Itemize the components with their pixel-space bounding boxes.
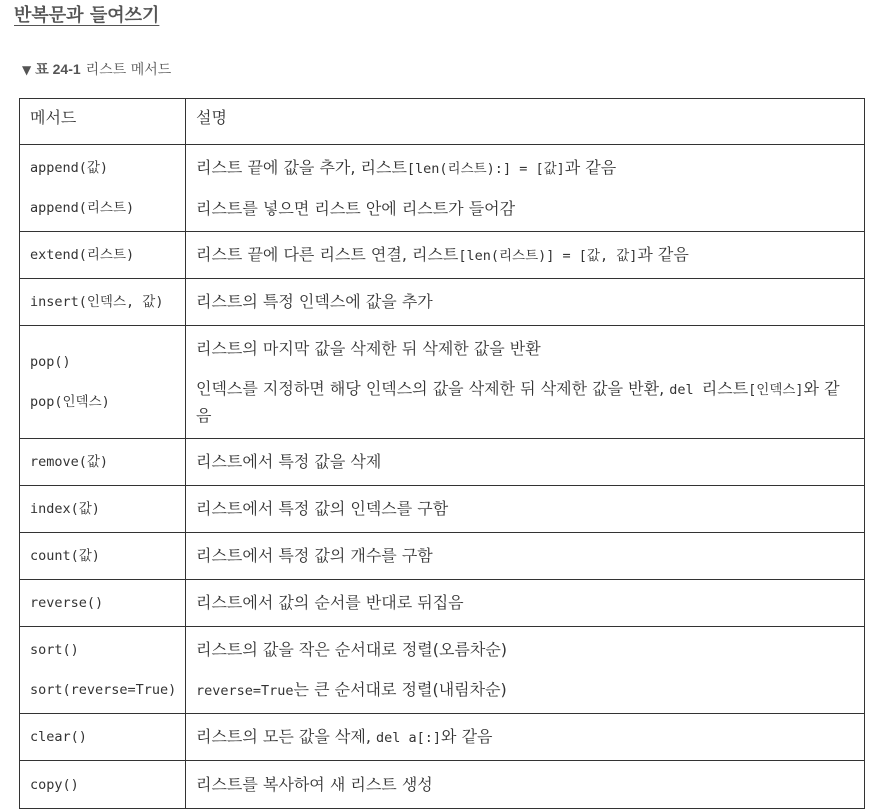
description-line: [196, 677, 854, 704]
method-name: sort(): [30, 642, 79, 658]
description-line: [196, 336, 854, 362]
method-name: clear(): [30, 729, 87, 745]
description-line: [196, 289, 854, 315]
method-cell: [20, 580, 186, 627]
method-cell-content: [20, 769, 185, 801]
method-cell-content: [20, 239, 185, 271]
description-cell-content: [186, 490, 864, 528]
description-line: [196, 724, 854, 751]
description-text: 리스트에서 값의 순서를 반대로 뒤집음: [196, 593, 464, 612]
description-text: 리스트에서 특정 값을 삭제: [196, 452, 382, 471]
method-cell-content: [20, 286, 185, 318]
description-text: 인덱스를 지정하면 해당 인덱스의 값을 삭제한 뒤 삭제한 값을 반환,: [196, 378, 670, 398]
inline-code: [len(리스트):] = [값]: [406, 160, 565, 177]
description-text: 리스트의 특정 인덱스에 값을 추가: [196, 292, 433, 311]
description-line: [196, 637, 854, 663]
description-cell-content: [186, 584, 864, 622]
header-description: [186, 99, 865, 145]
description-cell: [186, 486, 865, 533]
description-text: 리스트를 넣으면 리스트 안에 리스트가 들어감: [196, 198, 516, 218]
description-line: [196, 590, 854, 616]
method-cell-content: [20, 493, 185, 525]
description-cell: [186, 714, 865, 761]
method-cell-content: [20, 540, 185, 572]
table-body: [20, 145, 865, 809]
description-text: 와 같음: [196, 378, 840, 425]
description-cell-content: [186, 631, 864, 710]
method-cell: [20, 486, 186, 533]
method-name: index(값): [30, 501, 100, 517]
description-cell: [186, 279, 865, 326]
method-cell-content: [20, 346, 185, 418]
method-name: pop(인덱스): [30, 394, 110, 410]
description-line: [196, 242, 854, 269]
description-line: [196, 543, 854, 569]
description-text: 리스트의 모든 값을 삭제,: [196, 726, 376, 746]
method-cell: [20, 279, 186, 326]
description-cell-content: [186, 149, 864, 228]
description-cell: [186, 326, 865, 439]
description-text: 리스트에서 특정 값의 개수를 구함: [196, 546, 433, 565]
triangle-down-icon: ▼: [22, 63, 32, 77]
table-row: [20, 627, 865, 714]
table-row: [20, 232, 865, 279]
description-cell-content: [186, 766, 864, 804]
method-cell: [20, 627, 186, 714]
method-cell: [20, 761, 186, 809]
table-row: [20, 279, 865, 326]
description-cell: [186, 533, 865, 580]
method-name: remove(값): [30, 454, 109, 470]
inline-code: [인덱스]: [748, 381, 804, 398]
description-cell-content: [186, 718, 864, 757]
description-text: 리스트 끝에 다른 리스트 연결,: [196, 244, 412, 264]
description-text: 과 같음: [564, 157, 617, 177]
method-name: append(값): [30, 160, 109, 176]
description-cell-content: [186, 443, 864, 481]
method-cell-content: [20, 721, 185, 753]
description-text: 와 같음: [441, 726, 493, 746]
method-name: copy(): [30, 776, 79, 793]
method-name: count(값): [30, 548, 100, 564]
method-cell: [20, 326, 186, 439]
method-name: insert(인덱스, 값): [30, 294, 164, 310]
method-name: append(리스트): [30, 200, 135, 216]
table-number: 표 24-1: [35, 61, 81, 77]
header-method: [20, 99, 186, 145]
method-name: sort(reverse=True): [30, 682, 177, 698]
method-name: pop(): [30, 354, 71, 370]
description-cell: [186, 145, 865, 232]
table-caption: [22, 60, 171, 79]
description-line: [196, 155, 854, 182]
description-text: 리스트의 마지막 값을 삭제한 뒤 삭제한 값을 반환: [196, 338, 541, 358]
description-cell: [186, 232, 865, 279]
method-name: reverse(): [30, 595, 104, 611]
method-cell-content: [20, 634, 185, 706]
header-description-label: 설명: [196, 108, 227, 127]
description-text: 리스트의 값을 작은 순서대로 정렬(오름차순): [196, 639, 508, 659]
inline-code: del a[:]: [376, 729, 442, 746]
description-text: 리스트: [360, 157, 407, 177]
header-method-label: 메서드: [30, 108, 77, 127]
method-cell-content: [20, 152, 185, 224]
table-row: [20, 326, 865, 439]
description-cell: [186, 439, 865, 486]
description-line: [196, 772, 854, 798]
page-title: 반복문과 들여쓰기: [14, 5, 160, 26]
method-cell: [20, 714, 186, 761]
method-cell-content: [20, 446, 185, 478]
table-row: [20, 486, 865, 533]
description-cell-content: [186, 283, 864, 321]
description-cell: [186, 580, 865, 627]
method-name: extend(리스트): [30, 247, 135, 263]
method-cell: [20, 232, 186, 279]
description-text: 과 같음: [637, 244, 689, 264]
description-cell-content: [186, 236, 864, 275]
description-text: 리스트: [701, 378, 749, 398]
inline-code: del: [669, 381, 702, 398]
description-line: [196, 376, 854, 429]
description-text: 리스트에서 특정 값의 인덱스를 구함: [196, 499, 449, 518]
table-row: [20, 439, 865, 486]
inline-code: [len(리스트)] = [값, 값]: [458, 247, 638, 264]
description-line: [196, 196, 854, 222]
description-line: [196, 449, 854, 475]
method-cell-content: [20, 587, 185, 619]
description-text: 리스트 끝에 값을 추가,: [196, 157, 361, 177]
table-row: [20, 580, 865, 627]
method-cell: [20, 533, 186, 580]
description-cell-content: [186, 330, 864, 435]
table-caption-label: 리스트 메서드: [85, 62, 172, 78]
description-text: 리스트: [412, 244, 459, 264]
description-cell-content: [186, 537, 864, 575]
description-text: 는 큰 순서대로 정렬(내림차순): [293, 679, 507, 699]
description-cell: [186, 627, 865, 714]
table-row: [20, 533, 865, 580]
list-methods-table: [19, 98, 865, 809]
description-cell: [186, 761, 865, 809]
table-row: [20, 761, 865, 809]
method-cell: [20, 439, 186, 486]
method-cell: [20, 145, 186, 232]
inline-code: reverse=True: [196, 682, 294, 699]
table-row: [20, 145, 865, 232]
description-line: [196, 496, 854, 522]
description-text: 리스트를 복사하여 새 리스트 생성: [196, 774, 433, 794]
table-row: [20, 714, 865, 761]
